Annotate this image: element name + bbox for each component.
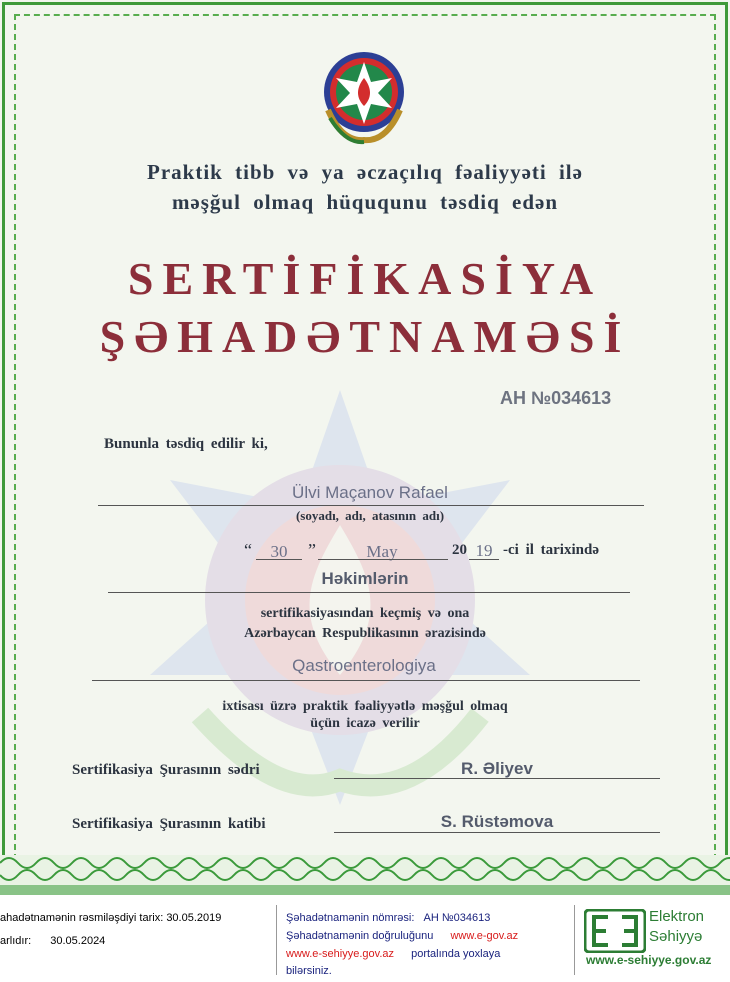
chair-label: Sertifikasiya Şurasının sədri: [72, 762, 260, 778]
date-tail: -ci il tarixində: [503, 542, 599, 558]
verify-row-1: [286, 930, 518, 942]
verification-footer: [0, 895, 730, 982]
full-name: Ülvi Maçanov Rafael: [292, 483, 448, 502]
intro-text: Bununla təsdiq edilir ki,: [104, 436, 268, 452]
subtitle-line-2: məşğul olmaq hüququnu təsdiq edən: [171, 190, 559, 214]
verify-label: Şəhadətnamənin doğruluğunu: [286, 930, 434, 942]
specialty: Qastroenterologiya: [292, 656, 436, 675]
specialty-underline: [92, 680, 640, 681]
text-line-3: ixtisası üzrə praktik fəaliyyətlə məşğul olmaq: [222, 699, 508, 714]
date-year-underline: [469, 559, 499, 560]
text-line-2: Azərbaycan Respublikasının ərazisində: [244, 626, 486, 641]
date-day: 30: [270, 542, 288, 561]
secretary-label: Sertifikasiya Şurasının katibi: [72, 816, 266, 832]
valid-label: arlıdır:: [0, 935, 32, 947]
e-sehiyye-logo-icon: [584, 909, 646, 953]
cert-no-value: AH №034613: [423, 912, 491, 924]
verify-site-esehiyye[interactable]: www.e-sehiyye.gov.az: [286, 948, 395, 960]
footer-divider-2: [574, 905, 576, 975]
date-quote-open: “: [244, 540, 252, 560]
footer-divider-1: [276, 905, 278, 975]
date-month: May: [366, 542, 398, 561]
ornament-band: [0, 855, 730, 895]
title-line-2: ŞƏHADƏTNAMƏSİ: [99, 311, 631, 362]
issued-row: [0, 912, 221, 924]
name-underline: [98, 505, 644, 506]
title-line-1: SERTİFİKASİYA: [127, 253, 603, 304]
logo-url[interactable]: www.e-sehiyye.gov.az: [586, 953, 712, 967]
chair-name: R. Əliyev: [461, 759, 533, 778]
date-day-underline: [256, 559, 302, 560]
secretary-name: S. Rüstəmova: [440, 812, 554, 831]
logo-line-1: Elektron: [649, 908, 705, 925]
issued-value: 30.05.2019: [166, 912, 222, 924]
date-year-prefix: 20: [452, 542, 467, 558]
group-underline: [108, 592, 630, 593]
text-line-1: sertifikasiyasından keçmiş və ona: [260, 606, 470, 621]
secretary-underline: [334, 832, 660, 833]
text-line-4: üçün icazə verilir: [310, 716, 420, 731]
state-emblem-icon: [312, 48, 416, 148]
date-year-suffix: 19: [475, 541, 493, 560]
issued-label: ahadətnamənin rəsmiləşdiyi tarix:: [0, 912, 164, 924]
valid-value: 30.05.2024: [50, 935, 106, 947]
group-name: Həkimlərin: [321, 569, 409, 588]
certificate-number: AH №034613: [500, 388, 612, 408]
cert-no-label: Şəhadətnamənin nömrəsi:: [286, 912, 415, 924]
date-quote-close: ”: [308, 540, 316, 560]
cert-no-row: [286, 912, 490, 924]
valid-row: [0, 935, 105, 947]
date-month-underline: [318, 559, 448, 560]
verify-row-2: [286, 948, 500, 960]
subtitle-line-1: Praktik tibb və ya əczaçılıq fəaliyyəti ilə: [147, 160, 583, 184]
verify-site-egov[interactable]: www.e-gov.az: [450, 930, 519, 942]
logo-line-2: Səhiyyə: [649, 928, 703, 945]
verify-end: bilərsiniz.: [286, 965, 332, 977]
chair-underline: [334, 778, 660, 779]
name-caption: (soyadı, adı, atasının adı): [295, 508, 445, 523]
verify-tail: portalında yoxlaya: [411, 948, 501, 960]
